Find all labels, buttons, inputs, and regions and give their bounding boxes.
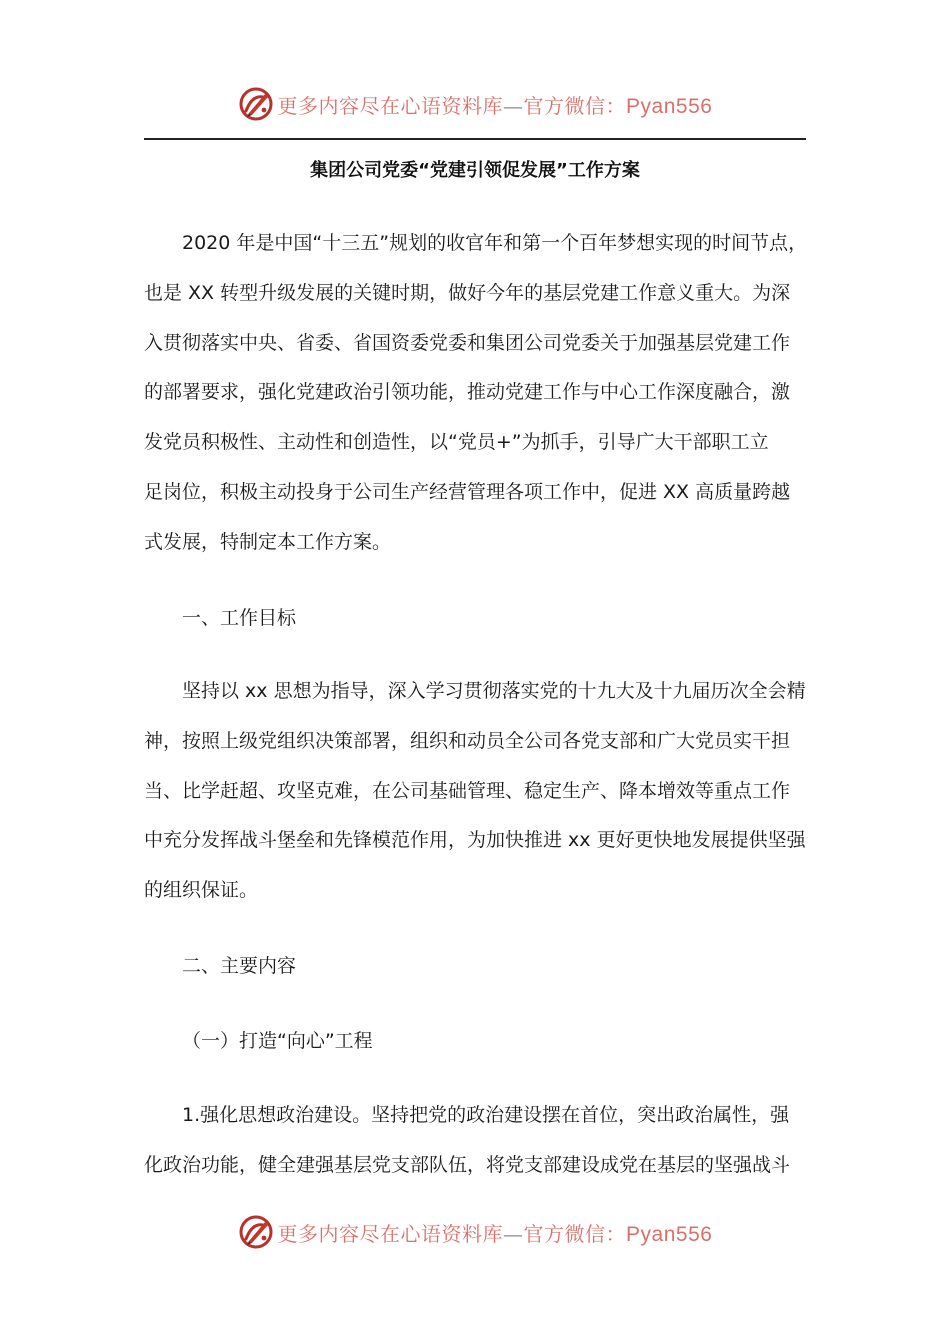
- paragraph-line: 也是 XX 转型升级发展的关键时期，做好今年的基层党建工作意义重大。为深: [144, 281, 791, 304]
- pen-logo-icon: [238, 1214, 274, 1250]
- item-paragraph: [144, 1091, 814, 1191]
- pen-logo-icon: [238, 86, 274, 122]
- paragraph-line: 化政治功能，健全建强基层党支部队伍，将党支部建设成党在基层的坚强战斗: [144, 1153, 791, 1176]
- subsection-heading: （一）打造“向心”工程: [182, 1030, 373, 1052]
- section-heading-goals: 一、工作目标: [182, 607, 297, 629]
- intro-paragraph: [144, 219, 814, 568]
- watermark-main: 更多内容尽在心语资料库: [277, 1221, 504, 1246]
- watermark-text: [278, 90, 713, 119]
- paragraph-line: 坚持以 xx 思想为指导，深入学习贯彻落实党的十九大及十九届历次全会精: [182, 680, 806, 702]
- header-watermark: [0, 82, 950, 126]
- watermark-text: [278, 1218, 713, 1247]
- watermark-handle: Pyan556: [626, 1222, 713, 1246]
- watermark-separator: —: [503, 93, 524, 118]
- paragraph-line: 当、比学赶超、攻坚克难，在公司基础管理、稳定生产、降本增效等重点工作: [144, 779, 791, 802]
- paragraph-line: 入贯彻落实中央、省委、省国资委党委和集团公司党委关于加强基层党建工作: [144, 331, 791, 354]
- paragraph-line: 足岗位，积极主动投身于公司生产经营管理各项工作中，促进 XX 高质量跨越: [144, 480, 791, 503]
- paragraph-line: 式发展，特制定本工作方案。: [144, 530, 392, 553]
- watermark-separator: —: [503, 1221, 524, 1246]
- paragraph-line: 发党员积极性、主动性和创造性，以“党员+”为抓手，引导广大干部职工立: [144, 431, 769, 454]
- watermark-main: 更多内容尽在心语资料库: [277, 93, 504, 118]
- watermark-handle: Pyan556: [626, 94, 713, 118]
- goals-paragraph: [144, 667, 814, 916]
- paragraph-line: 2020 年是中国“十三五”规划的收官年和第一个百年梦想实现的时间节点，: [182, 232, 808, 254]
- paragraph-line: 的部署要求，强化党建政治引领功能，推动党建工作与中心工作深度融合，激: [144, 381, 791, 404]
- watermark-label: 官方微信：: [523, 93, 627, 118]
- paragraph-line: 的组织保证。: [144, 879, 259, 902]
- paragraph-line: 神，按照上级党组织决策部署，组织和动员全公司各党支部和广大党员实干担: [144, 729, 791, 752]
- watermark-label: 官方微信：: [523, 1221, 627, 1246]
- paragraph-line: 中充分发挥战斗堡垒和先锋模范作用，为加快推进 xx 更好更快地发展提供坚强: [144, 829, 806, 852]
- header-rule: [144, 138, 806, 140]
- section-heading-content: 二、主要内容: [182, 955, 297, 977]
- document-title: 集团公司党委“党建引领促发展”工作方案: [310, 160, 640, 181]
- footer-watermark: [0, 1210, 950, 1254]
- paragraph-line: 1.强化思想政治建设。坚持把党的政治建设摆在首位，突出政治属性，强: [182, 1104, 790, 1126]
